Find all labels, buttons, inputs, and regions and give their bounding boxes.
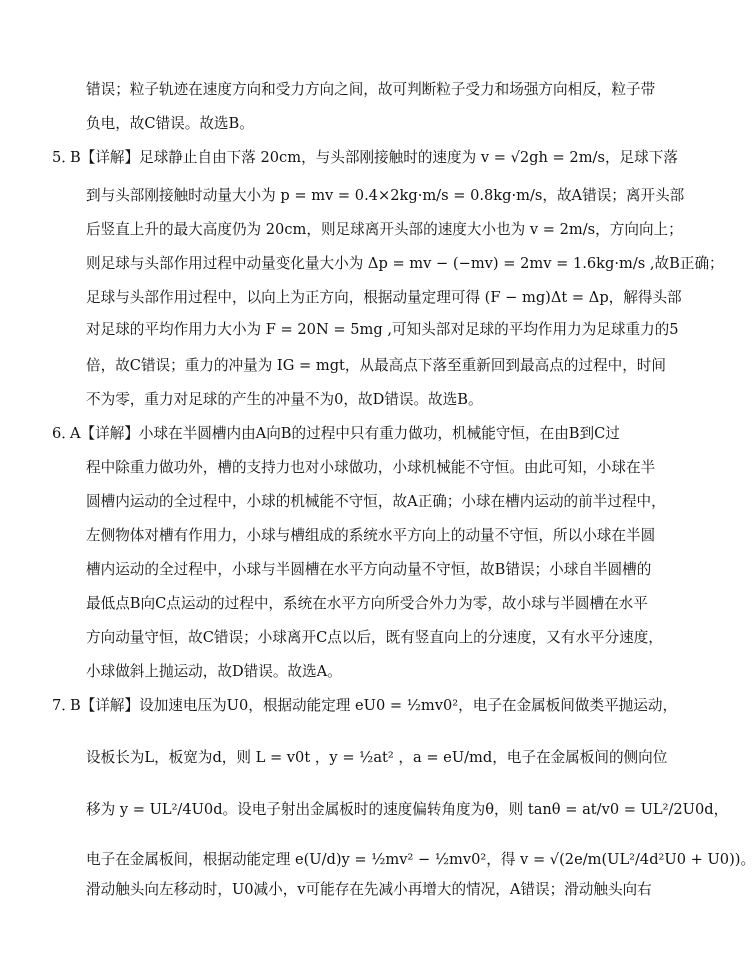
text-line: 程中除重力做功外，槽的支持力也对小球做功，小球机械能不守恒。由此可知，小球在半 bbox=[86, 459, 656, 476]
text-line: 槽内运动的全过程中，小球与半圆槽在水平方向动量不守恒，故B错误；小球自半圆槽的 bbox=[86, 561, 652, 578]
text-line: A【详解】小球在半圆槽内由A向B的过程中只有重力做功，机械能守恒，在由B到C过 bbox=[70, 425, 620, 442]
text-line: 不为零，重力对足球的产生的冲量不为0，故D错误。故选B。 bbox=[86, 391, 483, 408]
item-number: 6． bbox=[52, 425, 76, 442]
text-line: 则足球与头部作用过程中动量变化量大小为 Δp = mv − (−mv) = 2mv = 1.6kg·m/s ,故B正确； bbox=[86, 255, 724, 272]
text-line: 对足球的平均作用力大小为 F = 20N = 5mg ,可知头部对足球的平均作用力为足球重力的5 bbox=[86, 321, 679, 338]
text-line: 负电，故C错误。故选B。 bbox=[86, 115, 254, 132]
text-line: B【详解】足球静止自由下落 20cm，与头部刚接触时的速度为 v = √2gh = 2m/s，足球下落 bbox=[70, 149, 678, 166]
text-line: 小球做斜上抛运动，故D错误。故选A。 bbox=[86, 663, 342, 680]
item-number: 5． bbox=[52, 149, 76, 166]
item-number: 7． bbox=[52, 697, 76, 714]
text-line: 最低点B向C点运动的过程中，系统在水平方向所受合外力为零，故小球与半圆槽在水平 bbox=[86, 595, 648, 612]
text-line: 方向动量守恒，故C错误；小球离开C点以后，既有竖直向上的分速度，又有水平分速度， bbox=[86, 629, 663, 646]
text-line: 移为 y = UL²/4U0d。设电子射出金属板时的速度偏转角度为θ，则 tanθ = at/v0 = UL²/2U0d， bbox=[86, 801, 729, 818]
text-line: 圆槽内运动的全过程中，小球的机械能不守恒，故A正确；小球在槽内运动的前半过程中， bbox=[86, 493, 666, 510]
text-line: 左侧物体对槽有作用力，小球与槽组成的系统水平方向上的动量不守恒，所以小球在半圆 bbox=[86, 527, 656, 544]
text-line: 倍，故C错误；重力的冲量为 IG = mgt，从最高点下落至重新回到最高点的过程中，时间 bbox=[86, 357, 666, 374]
text-line: 到与头部刚接触时动量大小为 p = mv = 0.4×2kg·m/s = 0.8kg·m/s，故A错误；离开头部 bbox=[86, 187, 685, 204]
text-line: B【详解】设加速电压为U0，根据动能定理 eU0 = ½mv0²，电子在金属板间做类平抛运动， bbox=[70, 697, 678, 714]
text-line: 足球与头部作用过程中，以向上为正方向，根据动量定理可得 (F − mg)Δt = Δp，解得头部 bbox=[86, 289, 682, 306]
text-line: 后竖直上升的最大高度仍为 20cm，则足球离开头部的速度大小也为 v = 2m/s，方向向上； bbox=[86, 221, 683, 238]
text-line: 错误；粒子轨迹在速度方向和受力方向之间，故可判断粒子受力和场强方向相反，粒子带 bbox=[86, 81, 656, 98]
text-line: 滑动触头向左移动时，U0减小，v可能存在先减小再增大的情况，A错误；滑动触头向右 bbox=[86, 881, 652, 898]
text-line: 电子在金属板间，根据动能定理 e(U/d)y = ½mv² − ½mv0²，得 v = √(2e/m(UL²/4d²U0 + U0))。 bbox=[86, 851, 755, 868]
text-line: 设板长为L，板宽为d，则 L = v0t ，y = ½at² ，a = eU/md，电子在金属板间的侧向位 bbox=[86, 749, 668, 766]
